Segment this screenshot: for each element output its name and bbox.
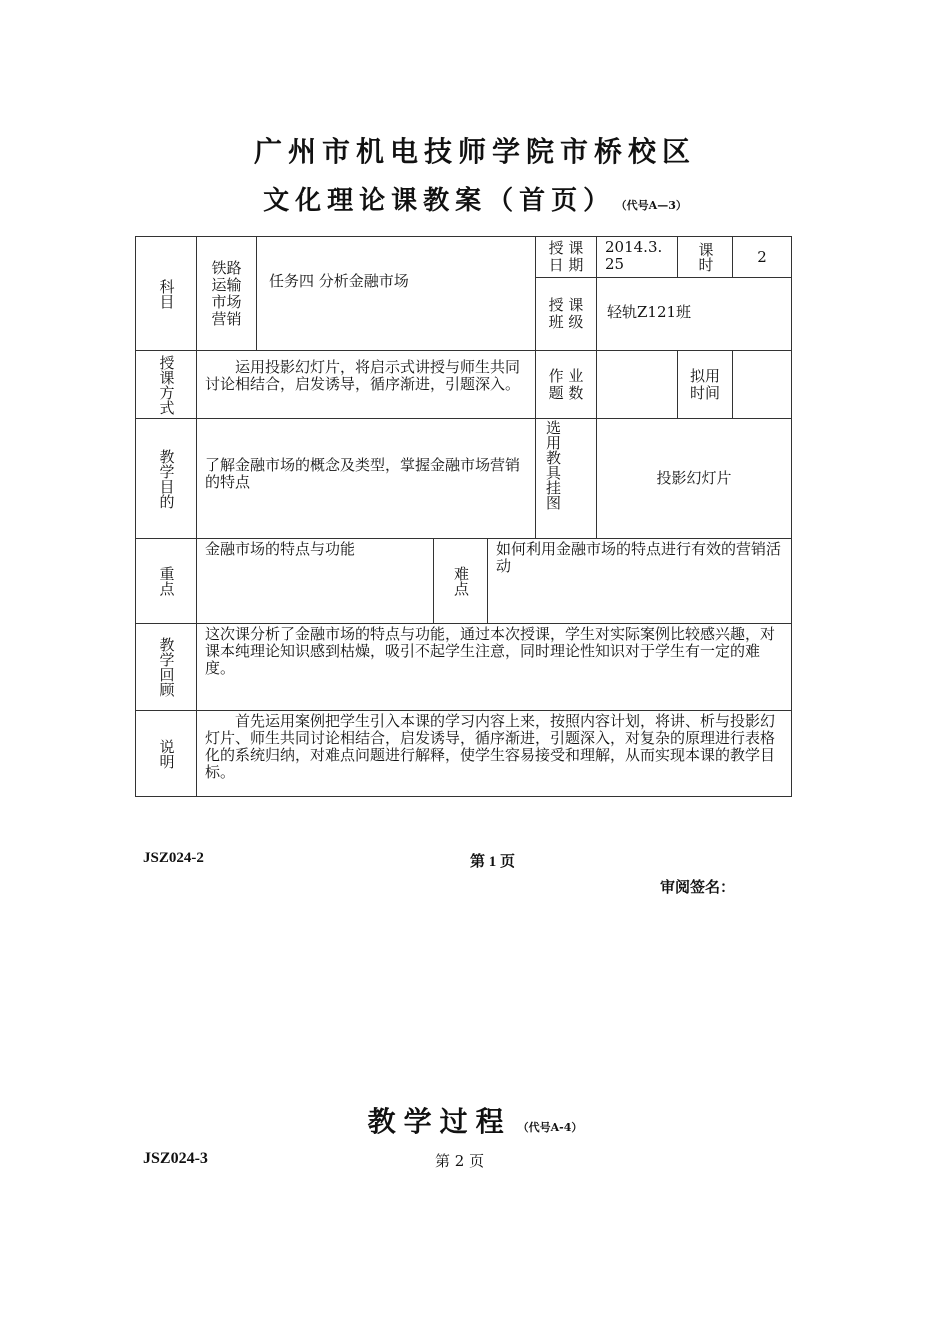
- aids-value-cell: [596, 418, 792, 539]
- review-label: 教学回顾: [157, 637, 176, 697]
- class-label-cell: [535, 277, 597, 351]
- subject-value-cell: [196, 236, 257, 351]
- section-title-text: 教学过程: [367, 1105, 512, 1138]
- section-title-code: （代号A-4）: [517, 1121, 583, 1134]
- review-signature-label: 审阅签名：: [660, 880, 736, 896]
- homework-value-cell: [596, 350, 678, 419]
- difficult-label-cell: [433, 538, 488, 624]
- subject-label-cell: [135, 236, 197, 351]
- class-value-cell: [596, 277, 792, 351]
- aids-label-cell: [535, 418, 597, 539]
- objective-value: 了解金融市场的概念及类型，掌握金融市场营销的特点: [205, 456, 521, 491]
- method-label-cell: [135, 350, 197, 419]
- review-value-cell: [196, 623, 792, 711]
- hours-value-cell: [732, 236, 792, 278]
- key-value: 金融市场的特点与功能: [205, 540, 356, 558]
- subtitle-text: 文化理论课教案（首页）: [263, 186, 616, 216]
- note-label-cell: [135, 710, 197, 797]
- objective-value-cell: [196, 418, 536, 539]
- difficult-value: 如何利用金融市场的特点进行有效的营销活动: [496, 540, 782, 575]
- key-label-cell: [135, 538, 197, 624]
- page-number: 第 1 页: [470, 854, 516, 870]
- hours-label: 课时: [696, 242, 715, 272]
- objective-label-cell: [135, 418, 197, 539]
- hours-value: 2: [757, 247, 767, 266]
- doc-code-2: JSZ024-3: [143, 1150, 208, 1167]
- key-value-cell: [196, 538, 434, 624]
- review-label-cell: [135, 623, 197, 711]
- note-value-cell: [196, 710, 792, 797]
- class-label: 授 课 班 级: [548, 296, 584, 331]
- hours-label-cell: [677, 236, 733, 278]
- topic-cell: [256, 236, 536, 351]
- method-value-cell: [196, 350, 536, 419]
- doc-code: JSZ024-2: [143, 850, 204, 866]
- planned-time-label-cell: [677, 350, 733, 419]
- section-title: [0, 1100, 950, 1140]
- page-subtitle: [0, 180, 950, 217]
- homework-label-cell: [535, 350, 597, 419]
- date-label-cell: [535, 236, 597, 278]
- aids-label: 选用教具挂图: [544, 420, 562, 510]
- subject-value: 铁路运输市场营销: [211, 258, 242, 328]
- planned-time-label: 拟用 时间: [689, 366, 720, 402]
- objective-label: 教学目的: [157, 448, 176, 509]
- date-value-cell: [596, 236, 678, 278]
- planned-time-value-cell: [732, 350, 792, 419]
- aids-value: 投影幻灯片: [656, 469, 732, 487]
- method-value: 运用投影幻灯片，将启示式讲授与师生共同讨论相结合，启发诱导，循序渐进，引题深入。: [205, 358, 521, 393]
- difficult-label: 难点: [452, 566, 470, 596]
- subtitle-code: （代号A—3）: [621, 199, 687, 212]
- class-value: 轻轨Z121班: [607, 303, 692, 321]
- key-label: 重点: [157, 566, 176, 596]
- note-value: 首先运用案例把学生引入本课的学习内容上来，按照内容计划，将讲、析与投影幻灯片、师生共同讨论相结合，启发诱导，循序渐进，引题深入，对复杂的原理进行表格化的系统归纳，对难点问题进行解释，使学生容易接受和理解，从而实现本课的教学目标。: [205, 712, 776, 781]
- date-label: 授 课 日 期: [548, 239, 584, 274]
- topic-text: 任务四 分析金融市场: [269, 272, 409, 290]
- homework-label: 作 业 题 数: [548, 366, 584, 402]
- review-value: 这次课分析了金融市场的特点与功能，通过本次授课，学生对实际案例比较感兴趣，对课本纯理论知识感到枯燥，吸引不起学生注意，同时理论性知识对于学生有一定的难度。: [205, 625, 776, 677]
- note-label: 说明: [157, 738, 176, 769]
- method-label: 授课方式: [157, 354, 176, 415]
- subject-label: 科目: [157, 278, 176, 309]
- date-value: 2014.3.25: [605, 238, 663, 273]
- page-title: 广州市机电技师学院市桥校区: [253, 135, 696, 168]
- page-number-2: 第 2 页: [435, 1152, 485, 1170]
- difficult-value-cell: [487, 538, 792, 624]
